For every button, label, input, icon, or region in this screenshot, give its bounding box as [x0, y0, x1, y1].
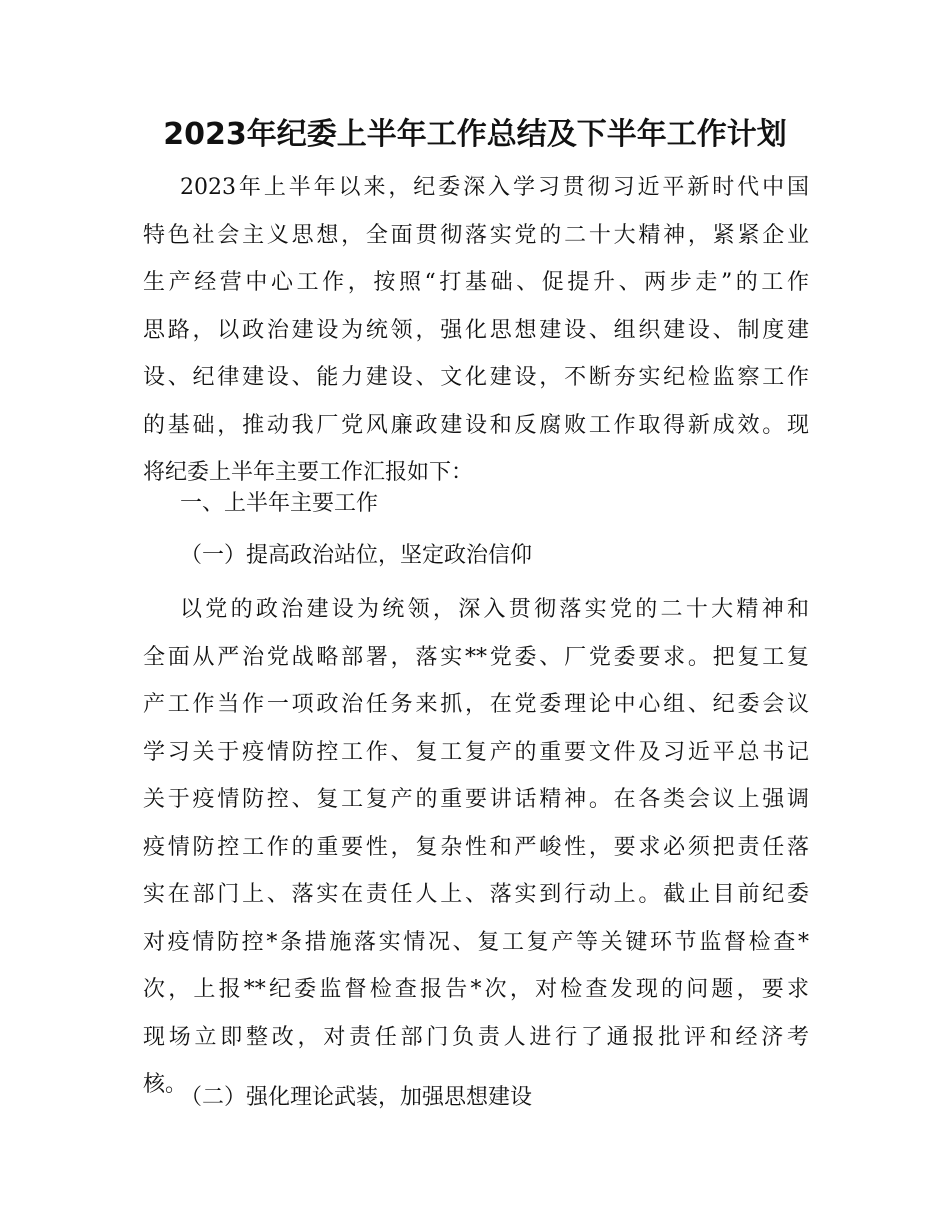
paragraph-line: 以党的政治建设为统领，深入贯彻落实党的二十大精神和 [180, 597, 809, 622]
subsection-heading: （二）强化理论武装，加强思想建设 [180, 1085, 533, 1110]
paragraph-line: 2023年上半年以来，纪委深入学习贯彻习近平新时代中国 [180, 175, 809, 200]
paragraph-line: 次，上报**纪委监督检查报告*次，对检查发现的问题，要求 [143, 977, 809, 1002]
section-heading: 一、上半年主要工作 [180, 491, 379, 516]
document-title: 2023年纪委上半年工作总结及下半年工作计划 [163, 117, 787, 152]
subsection-paragraph [143, 586, 809, 1109]
paragraph-line: 关于疫情防控、复工复产的重要讲话精神。在各类会议上强调 [143, 787, 809, 812]
paragraph-line: 生产经营中心工作，按照“打基础、促提升、两步走”的工作 [143, 270, 809, 295]
paragraph-line: 对疫情防控*条措施落实情况、复工复产等关键环节监督检查* [143, 929, 809, 955]
intro-paragraph [143, 164, 809, 497]
paragraph-line: 现场立即整改，对责任部门负责人进行了通报批评和经济考 [143, 1024, 809, 1050]
paragraph-line: 思路，以政治建设为统领，强化思想建设、组织建设、制度建 [143, 317, 809, 343]
paragraph-line: 产工作当作一项政治任务来抓，在党委理论中心组、纪委会议 [143, 692, 809, 717]
subsection-heading: （一）提高政治站位，坚定政治信仰 [180, 543, 533, 568]
paragraph-line: 将纪委上半年主要工作汇报如下： [143, 460, 474, 485]
paragraph-line: 核。 [143, 1072, 188, 1097]
paragraph-line: 的基础，推动我厂党风廉政建设和反腐败工作取得新成效。现 [143, 412, 809, 438]
paragraph-line: 疫情防控工作的重要性，复杂性和严峻性，要求必须把责任落 [143, 834, 809, 860]
paragraph-line: 全面从严治党战略部署，落实**党委、厂党委要求。把复工复 [143, 644, 809, 670]
paragraph-line: 实在部门上、落实在责任人上、落实到行动上。截止目前纪委 [143, 882, 809, 907]
paragraph-line: 学习关于疫情防控工作、复工复产的重要文件及习近平总书记 [143, 739, 809, 765]
paragraph-line: 设、纪律建设、能力建设、文化建设，不断夯实纪检监察工作 [143, 365, 809, 390]
paragraph-line: 特色社会主义思想，全面贯彻落实党的二十大精神，紧紧企业 [143, 222, 809, 248]
